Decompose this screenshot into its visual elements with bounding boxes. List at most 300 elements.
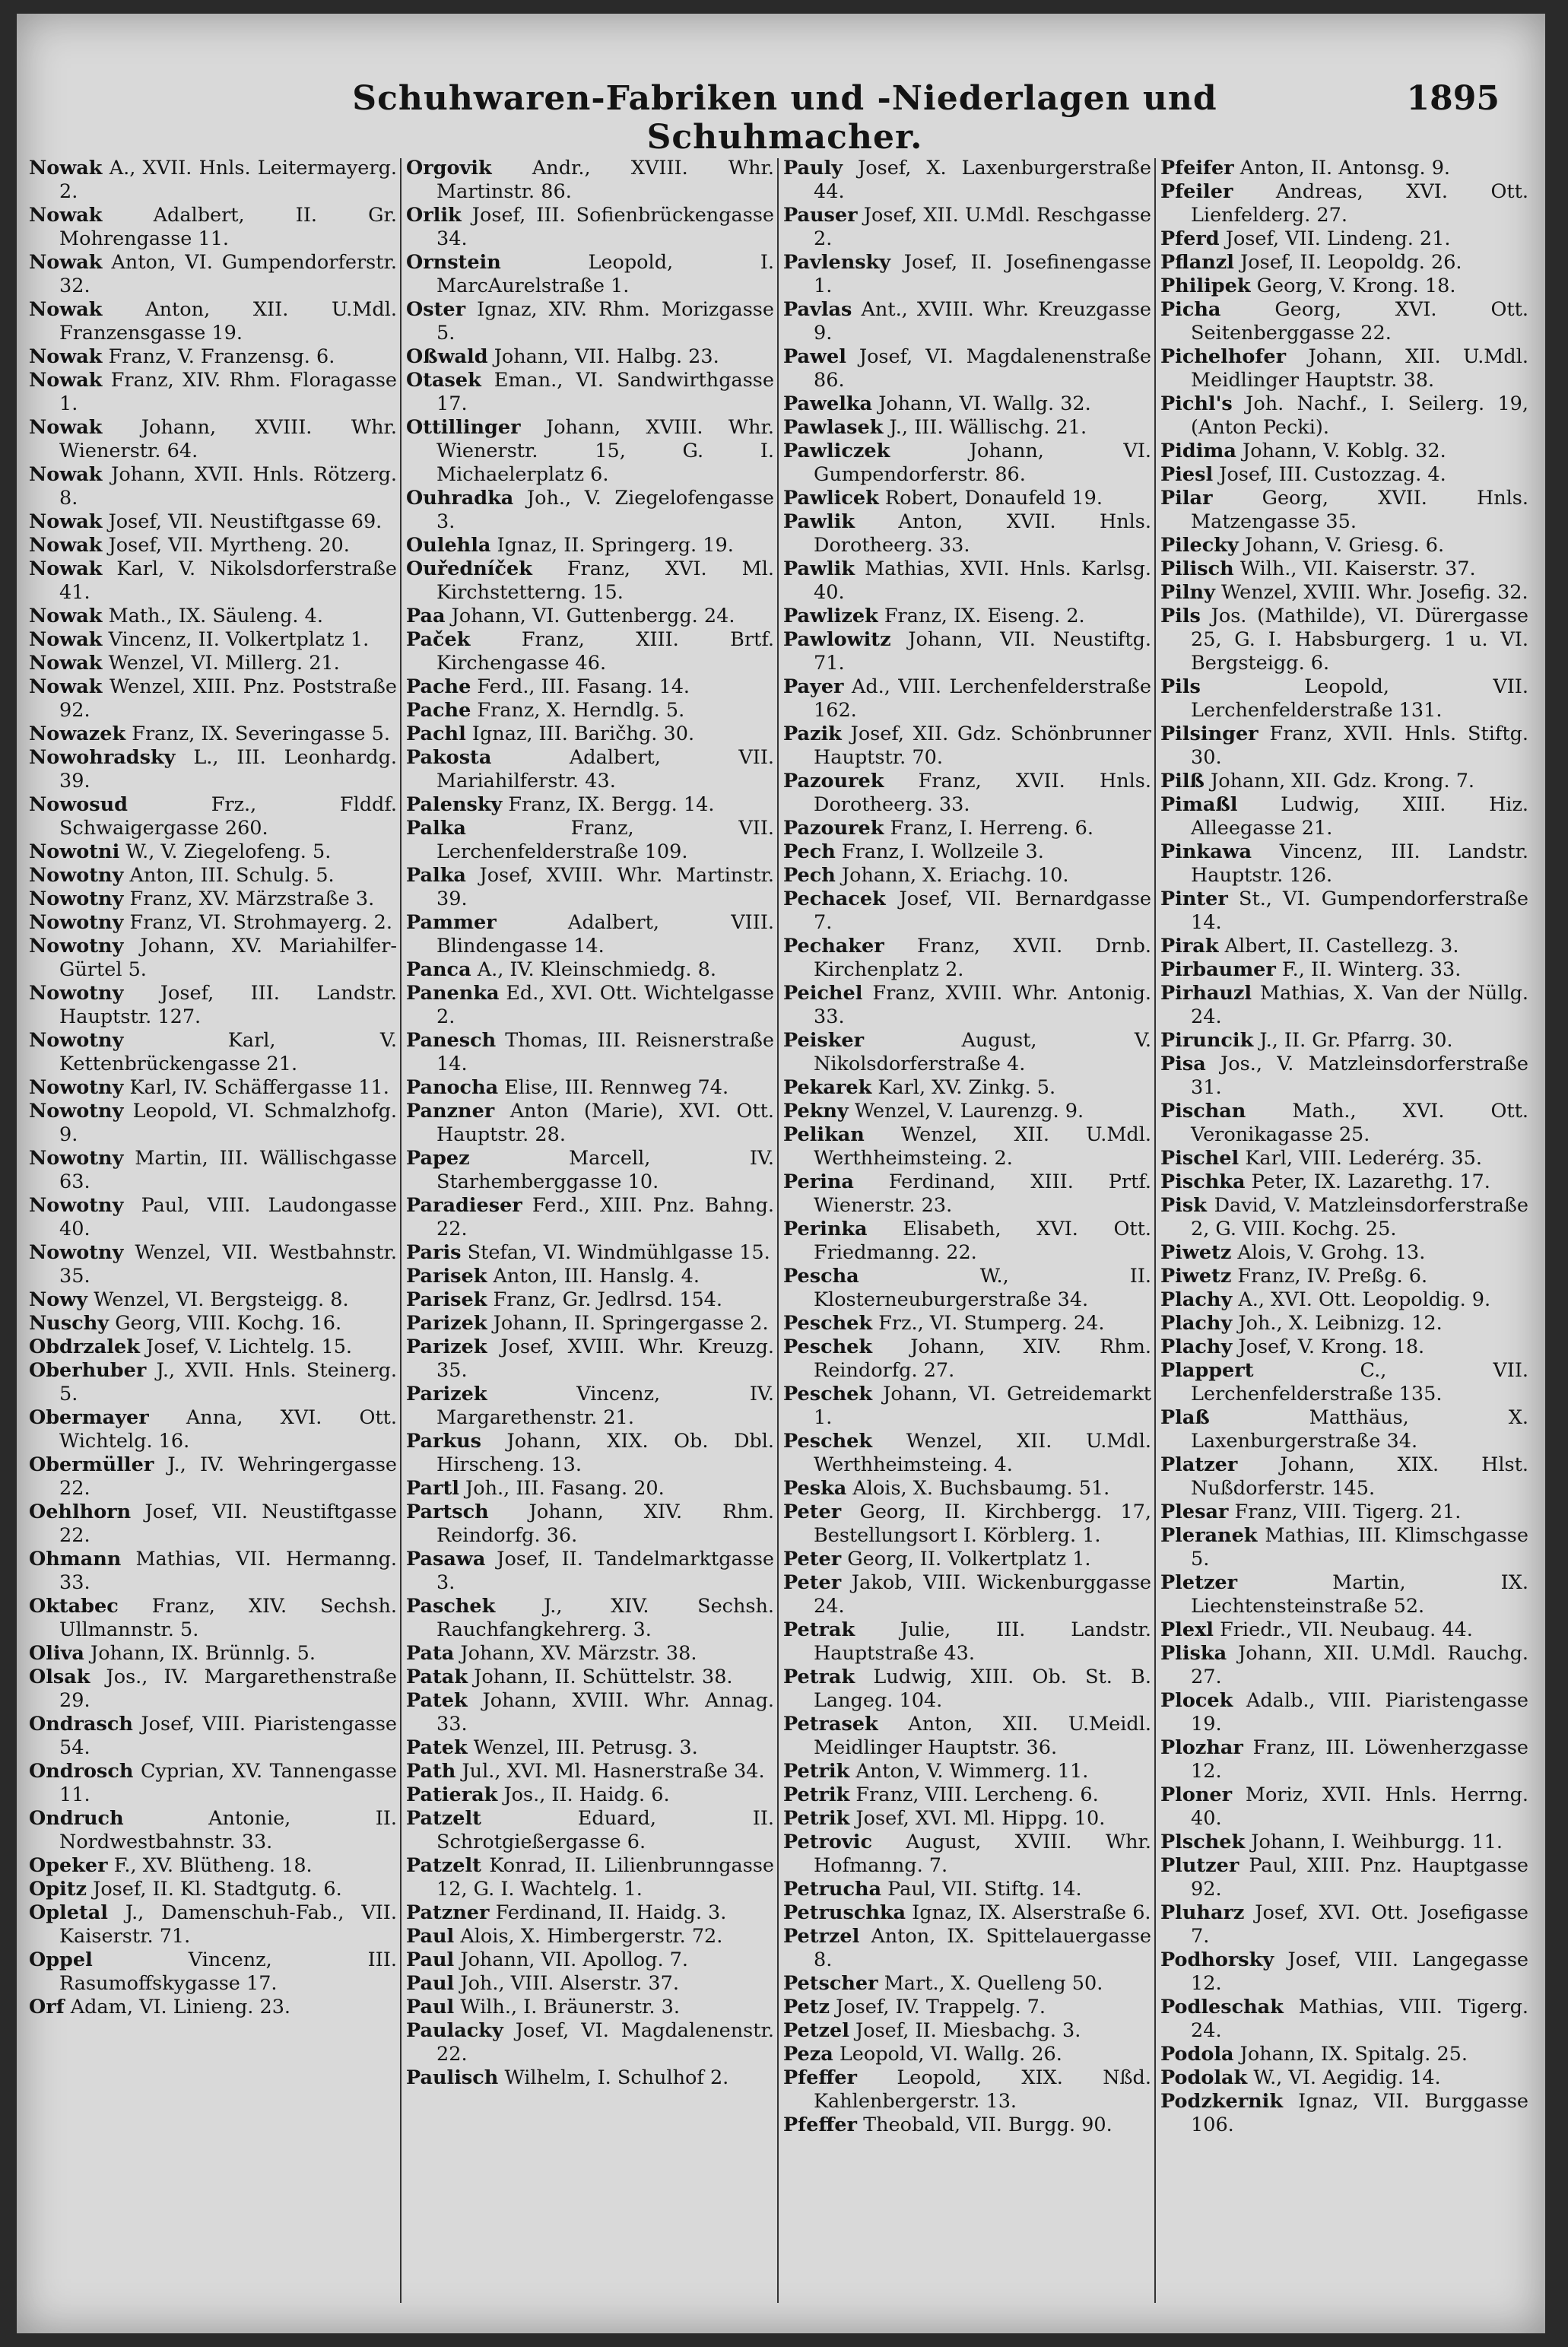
entry-name: Podzkernik xyxy=(1160,2090,1284,2113)
entry-name: Ondruch xyxy=(29,1807,124,1830)
entry-details: Johann, XV. Mariahilfer-Gürtel 5. xyxy=(59,935,397,981)
entry-details: Leopold, VI. Wallg. 26. xyxy=(839,2043,1062,2066)
directory-entry xyxy=(29,1076,397,1100)
entry-name: Pischka xyxy=(1160,1170,1246,1193)
directory-entry xyxy=(29,1100,397,1147)
entry-name: Pechacek xyxy=(783,888,886,910)
directory-entry xyxy=(406,2066,774,2090)
directory-entry xyxy=(783,2019,1151,2043)
entry-details: Josef, V. Lichtelg. 15. xyxy=(146,1335,353,1358)
entry-details: Josef, II. Miesbachg. 3. xyxy=(855,2019,1081,2042)
entry-details: Wenzel, III. Petrusg. 3. xyxy=(473,1736,698,1759)
directory-entry xyxy=(406,1642,774,1666)
entry-name: Plesar xyxy=(1160,1501,1229,1523)
directory-entry xyxy=(783,628,1151,675)
entry-name: Petrik xyxy=(783,1807,850,1830)
directory-entry xyxy=(29,1453,397,1501)
entry-details: St., VI. Gumpendorferstraße 14. xyxy=(1191,888,1528,934)
directory-entry xyxy=(783,1901,1151,1925)
entry-details: Franz, XIV. Sechsh. Ullmannstr. 5. xyxy=(59,1595,397,1641)
entry-name: Nowak xyxy=(29,534,103,557)
entry-details: Mathias, VIII. Tigerg. 24. xyxy=(1191,1996,1528,2042)
directory-entry xyxy=(406,487,774,534)
entry-name: Nowak xyxy=(29,416,103,439)
entry-name: Petruschka xyxy=(783,1901,906,1924)
entry-name: Obdrzalek xyxy=(29,1335,140,1358)
entry-details: W., VI. Aegidig. 14. xyxy=(1253,2066,1441,2089)
entry-details: Anton (Marie), XVI. Ott. Hauptstr. 28. xyxy=(436,1100,774,1146)
entry-details: Josef, XII. U.Mdl. Reschgasse 2. xyxy=(814,204,1151,250)
entry-name: Perinka xyxy=(783,1218,868,1240)
entry-details: Johann, II. Springergasse 2. xyxy=(493,1312,769,1335)
entry-details: Josef, XVI. Ml. Hippg. 10. xyxy=(855,1807,1106,1830)
entry-name: Pilecky xyxy=(1160,534,1239,557)
directory-entry xyxy=(783,392,1151,416)
entry-details: Eduard, II. Schrotgießergasse 6. xyxy=(436,1807,774,1853)
directory-entry xyxy=(783,1831,1151,1878)
entry-details: Cyprian, XV. Tannengasse 11. xyxy=(59,1760,397,1806)
entry-details: Karl, VIII. Lederérg. 35. xyxy=(1245,1147,1482,1170)
directory-entry xyxy=(406,298,774,345)
entry-name: Ouhradka xyxy=(406,487,514,510)
entry-name: Nowotny xyxy=(29,1029,124,1052)
entry-details: Anton, III. Hanslg. 4. xyxy=(493,1265,700,1288)
entry-name: Petz xyxy=(783,1996,830,2018)
entry-name: Nowak xyxy=(29,345,103,368)
entry-details: Josef, II. Tandelmarktgasse 3. xyxy=(436,1548,774,1594)
entry-name: Patek xyxy=(406,1689,468,1712)
directory-entry xyxy=(29,1241,397,1288)
directory-entry xyxy=(406,1430,774,1477)
directory-entry xyxy=(29,534,397,557)
entry-details: Frz., Flddf. Schwaigergasse 260. xyxy=(59,793,397,840)
entry-name: Oberhuber xyxy=(29,1359,147,1382)
directory-entry xyxy=(406,1147,774,1194)
directory-entry xyxy=(783,1218,1151,1265)
entry-details: Josef, VI. Magdalenenstr. 22. xyxy=(436,2019,774,2066)
directory-entry xyxy=(783,487,1151,510)
entry-details: Franz, VIII. Lercheng. 6. xyxy=(855,1783,1099,1806)
directory-entry xyxy=(406,1383,774,1430)
entry-details: Konrad, II. Lilienbrunngasse 12, G. I. Wachtelg. 1. xyxy=(436,1854,774,1901)
directory-entry xyxy=(783,345,1151,392)
entry-details: Johann, XII. U.Mdl. Rauchg. 27. xyxy=(1191,1642,1528,1688)
entry-name: Pilsinger xyxy=(1160,723,1259,745)
directory-entry xyxy=(29,1807,397,1854)
directory-entry xyxy=(29,204,397,251)
entry-name: Pilisch xyxy=(1160,557,1234,580)
entry-details: Johann, XIX. Ob. Dbl. Hirscheng. 13. xyxy=(436,1430,774,1476)
entry-details: Jos., IV. Margarethenstraße 29. xyxy=(59,1666,397,1712)
entry-name: Pawel xyxy=(783,345,846,368)
entry-details: Joh., V. Ziegelofengasse 3. xyxy=(436,487,774,533)
directory-entry xyxy=(29,1147,397,1194)
directory-entry xyxy=(1160,1312,1528,1335)
entry-details: Vincenz, III. Landstr. Hauptstr. 126. xyxy=(1191,840,1528,887)
entry-name: Oulehla xyxy=(406,534,491,557)
directory-entry xyxy=(29,746,397,793)
entry-details: Ferdinand, XIII. Prtf. Wienerstr. 23. xyxy=(814,1170,1151,1217)
entry-name: Path xyxy=(406,1760,456,1783)
entry-details: Joh., III. Fasang. 20. xyxy=(465,1477,665,1500)
directory-entry xyxy=(1160,1147,1528,1170)
entry-name: Panocha xyxy=(406,1076,499,1099)
entry-details: Paul, XIII. Pnz. Hauptgasse 92. xyxy=(1191,1854,1528,1901)
entry-name: Nowotny xyxy=(29,911,124,934)
entry-name: Plappert xyxy=(1160,1359,1254,1382)
directory-entry xyxy=(406,793,774,817)
entry-name: Paul xyxy=(406,1996,455,2018)
directory-entry xyxy=(1160,1948,1528,1996)
entry-details: Anton, VI. Gumpendorferstr. 32. xyxy=(59,251,397,297)
entry-details: Anton, III. Schulg. 5. xyxy=(129,864,335,887)
directory-entry xyxy=(783,1430,1151,1477)
entry-details: Ignaz, II. Springerg. 19. xyxy=(497,534,734,557)
entry-details: Franz, XIV. Rhm. Floragasse 1. xyxy=(59,369,397,415)
entry-name: Oster xyxy=(406,298,466,321)
entry-details: Johann, XIV. Rhm. Reindorfg. 36. xyxy=(436,1501,774,1547)
column-divider xyxy=(400,158,402,2303)
entry-name: Nowak xyxy=(29,628,103,651)
entry-name: Nowak xyxy=(29,369,103,392)
directory-entry xyxy=(783,2114,1151,2137)
entry-name: Pilar xyxy=(1160,487,1213,510)
entry-name: Pawlowitz xyxy=(783,628,891,651)
entry-details: Adalbert, II. Gr. Mohrengasse 11. xyxy=(59,204,397,250)
entry-name: Pferd xyxy=(1160,227,1220,250)
directory-entry xyxy=(783,298,1151,345)
directory-entry xyxy=(1160,1831,1528,1854)
entry-details: Josef, II. Leopoldg. 26. xyxy=(1240,251,1462,274)
entry-name: Peschek xyxy=(783,1335,873,1358)
directory-entry xyxy=(1160,1265,1528,1288)
directory-entry xyxy=(1160,1406,1528,1453)
entry-name: Philipek xyxy=(1160,275,1251,297)
directory-entry xyxy=(29,605,397,628)
directory-entry xyxy=(1160,1241,1528,1265)
entry-details: Alois, V. Grohg. 13. xyxy=(1237,1241,1426,1264)
entry-name: Pekny xyxy=(783,1100,849,1123)
entry-details: Anton, II. Antonsg. 9. xyxy=(1239,157,1451,179)
directory-entry xyxy=(783,817,1151,840)
directory-entry xyxy=(783,1383,1151,1430)
entry-name: Petrak xyxy=(783,1666,855,1688)
entry-details: Anton, XVII. Hnls. Dorotheerg. 33. xyxy=(814,510,1151,557)
entry-name: Parisek xyxy=(406,1288,487,1311)
entry-name: Patierak xyxy=(406,1783,498,1806)
entry-name: Nowak xyxy=(29,652,103,675)
entry-name: Parkus xyxy=(406,1430,482,1453)
directory-entry xyxy=(406,1736,774,1760)
entry-name: Pisa xyxy=(1160,1053,1206,1075)
directory-entry xyxy=(783,440,1151,487)
entry-details: Karl, XV. Zinkg. 5. xyxy=(878,1076,1056,1099)
directory-entry xyxy=(1160,2066,1528,2090)
directory-entry xyxy=(1160,581,1528,605)
directory-entry xyxy=(783,1029,1151,1076)
entry-name: Petrik xyxy=(783,1760,850,1783)
directory-entry xyxy=(406,2019,774,2066)
directory-entry xyxy=(783,723,1151,770)
entry-name: Petscher xyxy=(783,1972,878,1995)
entry-name: Pech xyxy=(783,864,836,887)
entry-details: J., II. Gr. Pfarrg. 30. xyxy=(1259,1029,1453,1052)
entry-details: Mathias, III. Klimschgasse 5. xyxy=(1191,1524,1528,1570)
directory-entry xyxy=(29,628,397,652)
entry-name: Plachy xyxy=(1160,1288,1233,1311)
entry-name: Pawliczek xyxy=(783,440,890,462)
directory-entry xyxy=(406,1666,774,1689)
entry-details: Johann, VI. Getreidemarkt 1. xyxy=(814,1383,1151,1429)
entry-details: J., IV. Wehringergasse 22. xyxy=(59,1453,397,1500)
entry-details: Josef, XVI. Ott. Josefigasse 7. xyxy=(1191,1901,1528,1948)
entry-details: Thomas, III. Reisnerstraße 14. xyxy=(436,1029,774,1075)
directory-entry xyxy=(406,982,774,1029)
directory-entry xyxy=(1160,1689,1528,1736)
entry-name: Pichl's xyxy=(1160,392,1233,415)
directory-entry xyxy=(783,840,1151,864)
directory-entry xyxy=(406,817,774,864)
directory-entry xyxy=(1160,1618,1528,1642)
entry-details: Anton, IX. Spittelauergasse 8. xyxy=(814,1925,1151,1971)
entry-name: Partl xyxy=(406,1477,459,1500)
entry-details: A., IV. Kleinschmiedg. 8. xyxy=(477,958,716,981)
directory-entry xyxy=(1160,440,1528,463)
column-divider xyxy=(1154,158,1156,2303)
directory-entry xyxy=(783,1760,1151,1783)
entry-name: Paulisch xyxy=(406,2066,499,2089)
directory-entry xyxy=(783,675,1151,723)
directory-entry xyxy=(406,1477,774,1501)
entry-details: Jos., II. Haidg. 6. xyxy=(503,1783,670,1806)
directory-entry xyxy=(783,557,1151,605)
entry-details: Ad., VIII. Lerchenfelderstraße 162. xyxy=(814,675,1151,722)
entry-name: Peter xyxy=(783,1548,842,1570)
entry-name: Petrzel xyxy=(783,1925,860,1948)
entry-details: Johann, VI. Gumpendorferstr. 86. xyxy=(814,440,1151,486)
entry-name: Pache xyxy=(406,675,471,698)
entry-details: Leopold, VII. Lerchenfelderstraße 131. xyxy=(1191,675,1528,722)
entry-name: Pichelhofer xyxy=(1160,345,1287,368)
entry-name: Peza xyxy=(783,2043,833,2066)
entry-details: Ant., XVIII. Whr. Kreuzgasse 9. xyxy=(814,298,1151,345)
entry-details: Franz, XVII. Hnls. Dorotheerg. 33. xyxy=(814,770,1151,816)
entry-name: Pelikan xyxy=(783,1123,865,1146)
entry-details: Georg, VIII. Kochg. 16. xyxy=(115,1312,342,1335)
entry-name: Paulacky xyxy=(406,2019,503,2042)
entry-details: Jul., XVI. Ml. Hasnerstraße 34. xyxy=(462,1760,765,1783)
entry-details: Johann, VII. Neustiftg. 71. xyxy=(814,628,1151,675)
directory-entry xyxy=(1160,251,1528,275)
directory-entry xyxy=(1160,605,1528,675)
entry-details: Joh., X. Leibnizg. 12. xyxy=(1238,1312,1443,1335)
entry-details: Josef, VIII. Piaristengasse 54. xyxy=(59,1713,397,1759)
directory-entry xyxy=(783,1123,1151,1170)
entry-name: Pischel xyxy=(1160,1147,1239,1170)
entry-details: Wilh., VII. Kaiserstr. 37. xyxy=(1239,557,1476,580)
directory-entry xyxy=(1160,723,1528,770)
entry-name: Paa xyxy=(406,605,446,627)
directory-entry xyxy=(783,1170,1151,1218)
entry-name: Oppel xyxy=(29,1948,93,1971)
entry-name: Plschek xyxy=(1160,1831,1246,1853)
entry-name: Panenka xyxy=(406,982,500,1005)
entry-name: Pidima xyxy=(1160,440,1236,462)
entry-name: Olsak xyxy=(29,1666,90,1688)
directory-entry xyxy=(783,982,1151,1029)
entry-details: Anna, XVI. Ott. Wichtelg. 16. xyxy=(59,1406,397,1453)
entry-name: Pavlensky xyxy=(783,251,891,274)
directory-entry xyxy=(29,1854,397,1878)
directory-entry xyxy=(1160,1524,1528,1571)
entry-details: Josef, V. Krong. 18. xyxy=(1238,1335,1425,1358)
directory-entry xyxy=(1160,463,1528,487)
entry-details: Joh. Nachf., I. Seilerg. 19, (Anton Pecki). xyxy=(1191,392,1528,439)
entry-details: Franz, I. Wollzeile 3. xyxy=(841,840,1044,863)
directory-entry xyxy=(29,1996,397,2019)
entry-details: Josef, XVIII. Whr. Kreuzg. 35. xyxy=(436,1335,774,1382)
entry-details: Mathias, VII. Hermanng. 33. xyxy=(59,1548,397,1594)
directory-entry xyxy=(29,840,397,864)
entry-name: Ottillinger xyxy=(406,416,521,439)
directory-entry xyxy=(406,1194,774,1241)
directory-entry xyxy=(29,1406,397,1453)
directory-entry xyxy=(783,416,1151,440)
entry-name: Pescha xyxy=(783,1265,859,1288)
entry-name: Ploner xyxy=(1160,1783,1233,1806)
directory-entry xyxy=(1160,157,1528,180)
column-3 xyxy=(783,157,1151,2309)
entry-details: A., XVI. Ott. Leopoldig. 9. xyxy=(1238,1288,1491,1311)
entry-details: Josef, VIII. Langegasse 12. xyxy=(1191,1948,1528,1995)
entry-name: Pflanzl xyxy=(1160,251,1234,274)
entry-name: Panca xyxy=(406,958,471,981)
entry-name: Ouředníček xyxy=(406,557,532,580)
entry-details: Georg, II. Volkertplatz 1. xyxy=(847,1548,1091,1570)
directory-entry xyxy=(29,1312,397,1335)
entry-details: Franz, IX. Severingasse 5. xyxy=(132,723,390,745)
entry-details: Johann, XVIII. Whr. Wienerstr. 64. xyxy=(59,416,397,462)
directory-entry xyxy=(406,675,774,699)
directory-entry xyxy=(1160,1053,1528,1100)
directory-entry xyxy=(783,1076,1151,1100)
directory-entry xyxy=(1160,675,1528,723)
directory-entry xyxy=(1160,1100,1528,1147)
entry-name: Pluharz xyxy=(1160,1901,1245,1924)
entry-name: Ondrosch xyxy=(29,1760,134,1783)
entry-details: F., II. Winterg. 33. xyxy=(1281,958,1462,981)
entry-name: Nowohradsky xyxy=(29,746,176,769)
directory-entry xyxy=(1160,1854,1528,1901)
directory-entry xyxy=(1160,180,1528,227)
entry-details: Jakob, VIII. Wickenburggasse 24. xyxy=(814,1571,1151,1618)
entry-name: Pletzer xyxy=(1160,1571,1238,1594)
directory-entry xyxy=(29,1029,397,1076)
entry-name: Pech xyxy=(783,840,836,863)
entry-details: Eman., VI. Sandwirthgasse 17. xyxy=(436,369,774,415)
entry-name: Pachl xyxy=(406,723,466,745)
directory-entry xyxy=(783,1100,1151,1123)
entry-details: Julie, III. Landstr. Hauptstraße 43. xyxy=(814,1618,1151,1665)
entry-name: Pinter xyxy=(1160,888,1228,910)
entry-details: Alois, X. Himbergerstr. 72. xyxy=(460,1925,723,1948)
entry-name: Pils xyxy=(1160,605,1201,627)
directory-entry xyxy=(1160,1288,1528,1312)
entry-name: Pfeifer xyxy=(1160,157,1234,179)
entry-name: Piwetz xyxy=(1160,1241,1232,1264)
directory-entry xyxy=(29,982,397,1029)
entry-details: Franz, VIII. Tigerg. 21. xyxy=(1234,1501,1462,1523)
entry-name: Pimaßl xyxy=(1160,793,1238,816)
directory-entry xyxy=(406,723,774,746)
directory-entry xyxy=(406,864,774,911)
directory-entry xyxy=(406,1689,774,1736)
directory-entry xyxy=(406,1241,774,1265)
entry-details: August, XVIII. Whr. Hofmanng. 7. xyxy=(814,1831,1151,1877)
entry-name: Ohmann xyxy=(29,1548,122,1570)
entry-name: Pawlik xyxy=(783,510,855,533)
entry-details: Vincenz, II. Volkertplatz 1. xyxy=(108,628,370,651)
entry-details: Adam, VI. Linieng. 23. xyxy=(70,1996,291,2018)
directory-entry xyxy=(1160,770,1528,793)
entry-details: J., XVII. Hnls. Steinerg. 5. xyxy=(59,1359,397,1405)
directory-page xyxy=(17,14,1545,2333)
entry-details: Albert, II. Castellezg. 3. xyxy=(1224,935,1459,958)
entry-details: Ludwig, XIII. Ob. St. B. Langeg. 104. xyxy=(814,1666,1151,1712)
directory-entry xyxy=(406,1288,774,1312)
entry-details: Karl, IV. Schäffergasse 11. xyxy=(129,1076,389,1099)
entry-name: Paul xyxy=(406,1925,455,1948)
entry-details: Josef, XII. Gdz. Schönbrunner Hauptstr. 70. xyxy=(814,723,1151,769)
entry-details: Joh., VIII. Alserstr. 37. xyxy=(460,1972,679,1995)
entry-name: Ondrasch xyxy=(29,1713,133,1736)
column-1 xyxy=(29,157,397,2309)
entry-details: David, V. Matzleinsdorferstraße 2, G. VIII. Kochg. 25. xyxy=(1191,1194,1528,1240)
entry-name: Paradieser xyxy=(406,1194,522,1217)
directory-entry xyxy=(406,1854,774,1901)
entry-name: Pache xyxy=(406,699,471,722)
directory-entry xyxy=(406,1548,774,1595)
entry-details: Johann, XIV. Rhm. Reindorfg. 27. xyxy=(814,1335,1151,1382)
entry-details: Elise, III. Rennweg 74. xyxy=(504,1076,729,1099)
directory-entry xyxy=(406,1335,774,1383)
entry-details: Math., XVI. Ott. Veronikagasse 25. xyxy=(1191,1100,1528,1146)
entry-details: Ignaz, VII. Burggasse 106. xyxy=(1191,2090,1528,2136)
entry-details: Johann, V. Koblg. 32. xyxy=(1243,440,1446,462)
entry-details: August, V. Nikolsdorferstraße 4. xyxy=(814,1029,1151,1075)
entry-name: Papez xyxy=(406,1147,470,1170)
entry-name: Pasawa xyxy=(406,1548,486,1570)
entry-details: Matthäus, X. Laxenburgerstraße 34. xyxy=(1191,1406,1528,1453)
directory-entry xyxy=(29,369,397,416)
entry-name: Paul xyxy=(406,1972,455,1995)
entry-details: Antonie, II. Nordwestbahnstr. 33. xyxy=(59,1807,397,1853)
directory-entry xyxy=(29,557,397,605)
entry-details: Anton, XII. U.Mdl. Franzensgasse 19. xyxy=(59,298,397,345)
directory-entry xyxy=(406,1312,774,1335)
entry-name: Opitz xyxy=(29,1878,87,1901)
entry-name: Podolak xyxy=(1160,2066,1248,2089)
directory-entry xyxy=(406,1807,774,1854)
directory-entry xyxy=(406,345,774,369)
entry-details: Ed., XVI. Ott. Wichtelgasse 2. xyxy=(436,982,774,1028)
entry-name: Nowosud xyxy=(29,793,129,816)
entry-details: Johann, VII. Halbg. 23. xyxy=(494,345,719,368)
entry-details: Friedr., VII. Neubaug. 44. xyxy=(1220,1618,1473,1641)
entry-details: Josef, X. Laxenburgerstraße 44. xyxy=(814,157,1151,203)
entry-details: Ignaz, IX. Alserstraße 6. xyxy=(912,1901,1151,1924)
entry-details: Anton, V. Wimmerg. 11. xyxy=(855,1760,1089,1783)
